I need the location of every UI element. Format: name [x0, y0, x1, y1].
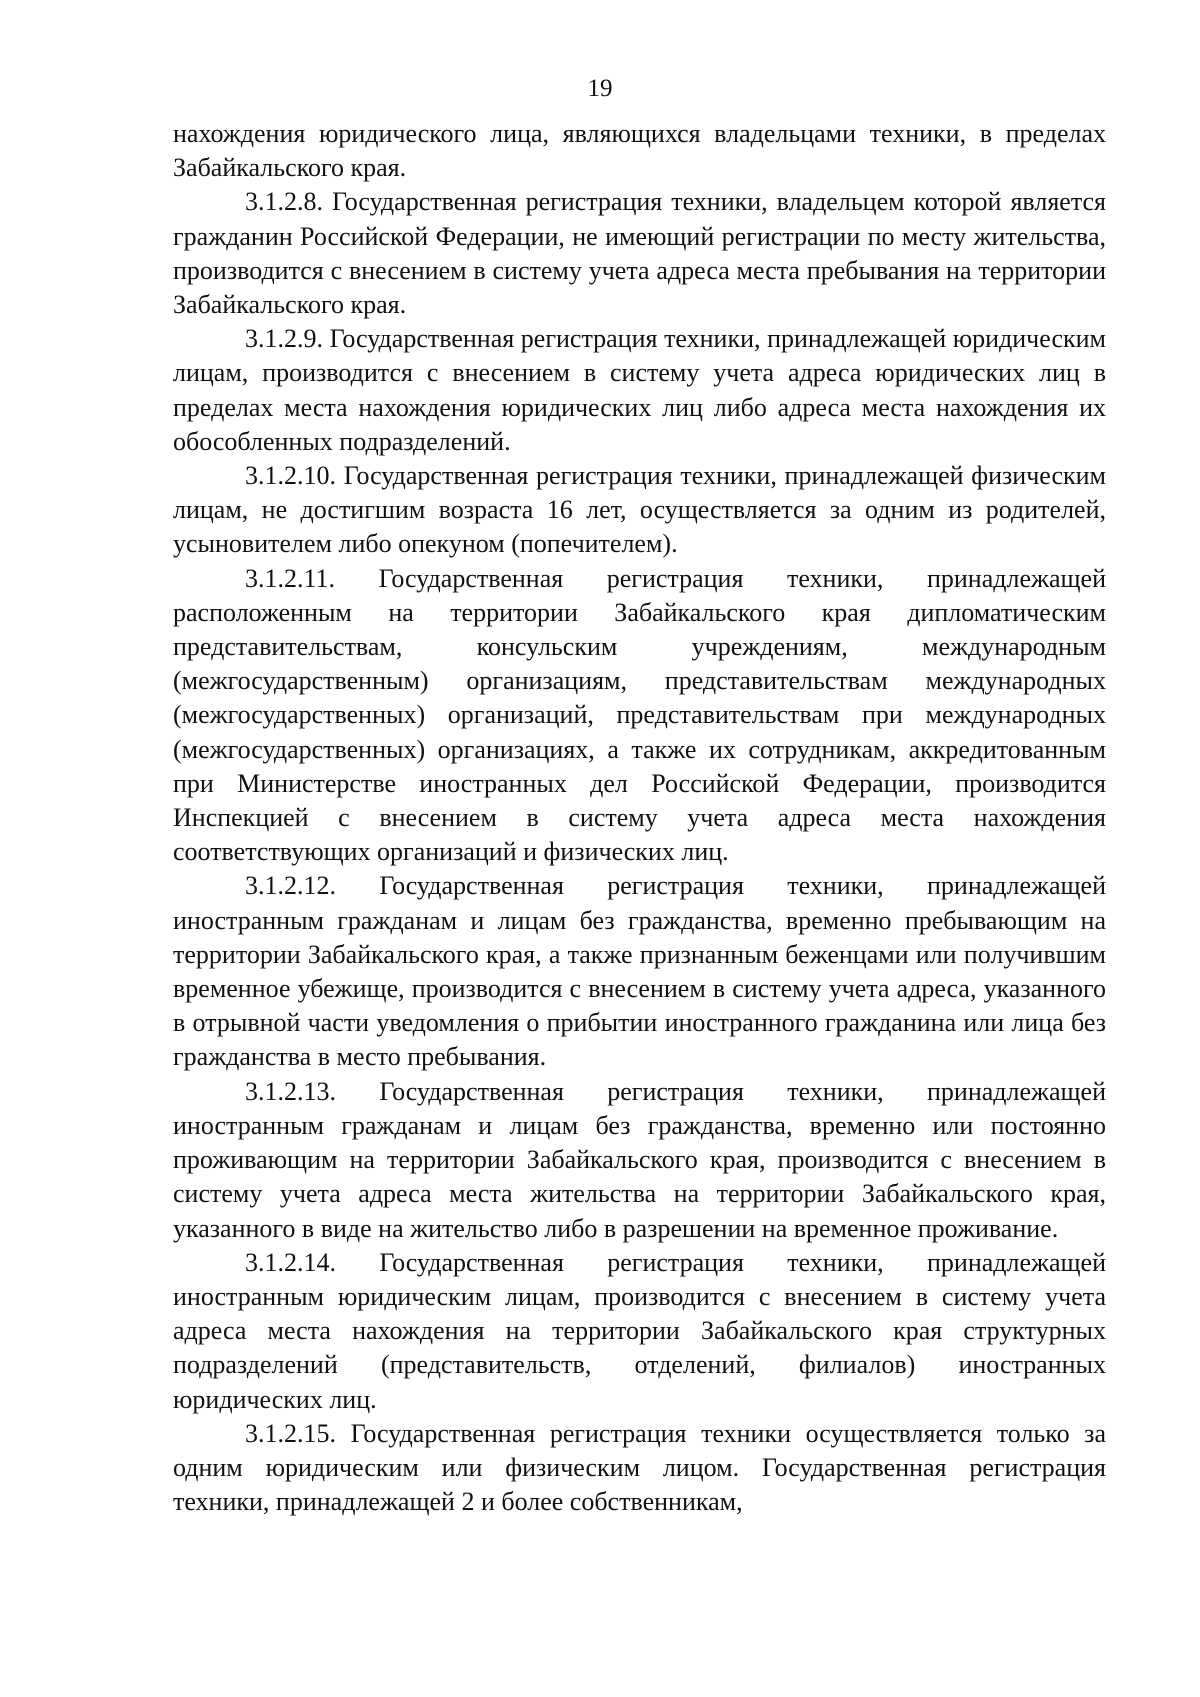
paragraph-3-1-2-10: 3.1.2.10. Государственная регистрация техники, принадлежащей физическим лицам, не достигшим возраста 16 лет, осуществляется за одним из родителей, усыновителем либо опекуном (попечителем). [173, 461, 1106, 559]
page-number: 19 [587, 75, 613, 102]
paragraph-3-1-2-8: 3.1.2.8. Государственная регистрация техники, владельцем которой является гражданин Российской Федерации, не имеющий регистрации по месту жительства, производится с внесением в систему учета адреса места пребывания на территории Забайкальского края. [173, 187, 1106, 320]
paragraph-3-1-2-11: 3.1.2.11. Государственная регистрация техники, принадлежащей расположенным на территории Забайкальского края дипломатическим представительствам, консульским учреждениям, международным (межгосударственным) организациям, представительствам международных (межгосударственных) организаций, представительствам при международных (межгосударственных) организациях, а также их сотрудникам, аккредитованным при Министерстве иностранных дел Российской Федерации, производится Инспекцией с внесением в систему учета адреса места нахождения соответствующих организаций и физических лиц. [173, 563, 1106, 867]
paragraph-3-1-2-12: 3.1.2.12. Государственная регистрация техники, принадлежащей иностранным гражданам и лицам без гражданства, временно пребывающим на территории Забайкальского края, а также признанным беженцами или получившим временное убежище, производится с внесением в систему учета адреса, указанного в отрывной части уведомления о прибытии иностранного гражданина или лица без гражданства в место пребывания. [173, 871, 1106, 1072]
paragraph-3-1-2-14: 3.1.2.14. Государственная регистрация техники, принадлежащей иностранным юридическим лицам, производится с внесением в систему учета адреса места нахождения на территории Забайкальского края структурных подразделений (представительств, отделений, филиалов) иностранных юридических лиц. [173, 1247, 1106, 1414]
paragraph-3-1-2-9: 3.1.2.9. Государственная регистрация техники, принадлежащей юридическим лицам, производится с внесением в систему учета адреса юридических лиц в пределах места нахождения юридических лиц либо адреса места нахождения их обособленных подразделений. [173, 324, 1106, 456]
paragraph-3-1-2-15: 3.1.2.15. Государственная регистрация техники осуществляется только за одним юридическим или физическим лицом. Государственная регистрация техники, принадлежащей 2 и более собственникам, [173, 1418, 1106, 1517]
document-body [173, 117, 1106, 1519]
paragraph-3-1-2-13: 3.1.2.13. Государственная регистрация техники, принадлежащей иностранным гражданам и лицам без гражданства, временно или постоянно проживающим на территории Забайкальского края, производится с внесением в систему учета адреса места жительства на территории Забайкальского края, указанного в виде на жительство либо в разрешении на временное проживание. [173, 1076, 1106, 1243]
paragraph-continuation: нахождения юридического лица, являющихся владельцами техники, в пределах Забайкальского края. [173, 119, 1106, 183]
